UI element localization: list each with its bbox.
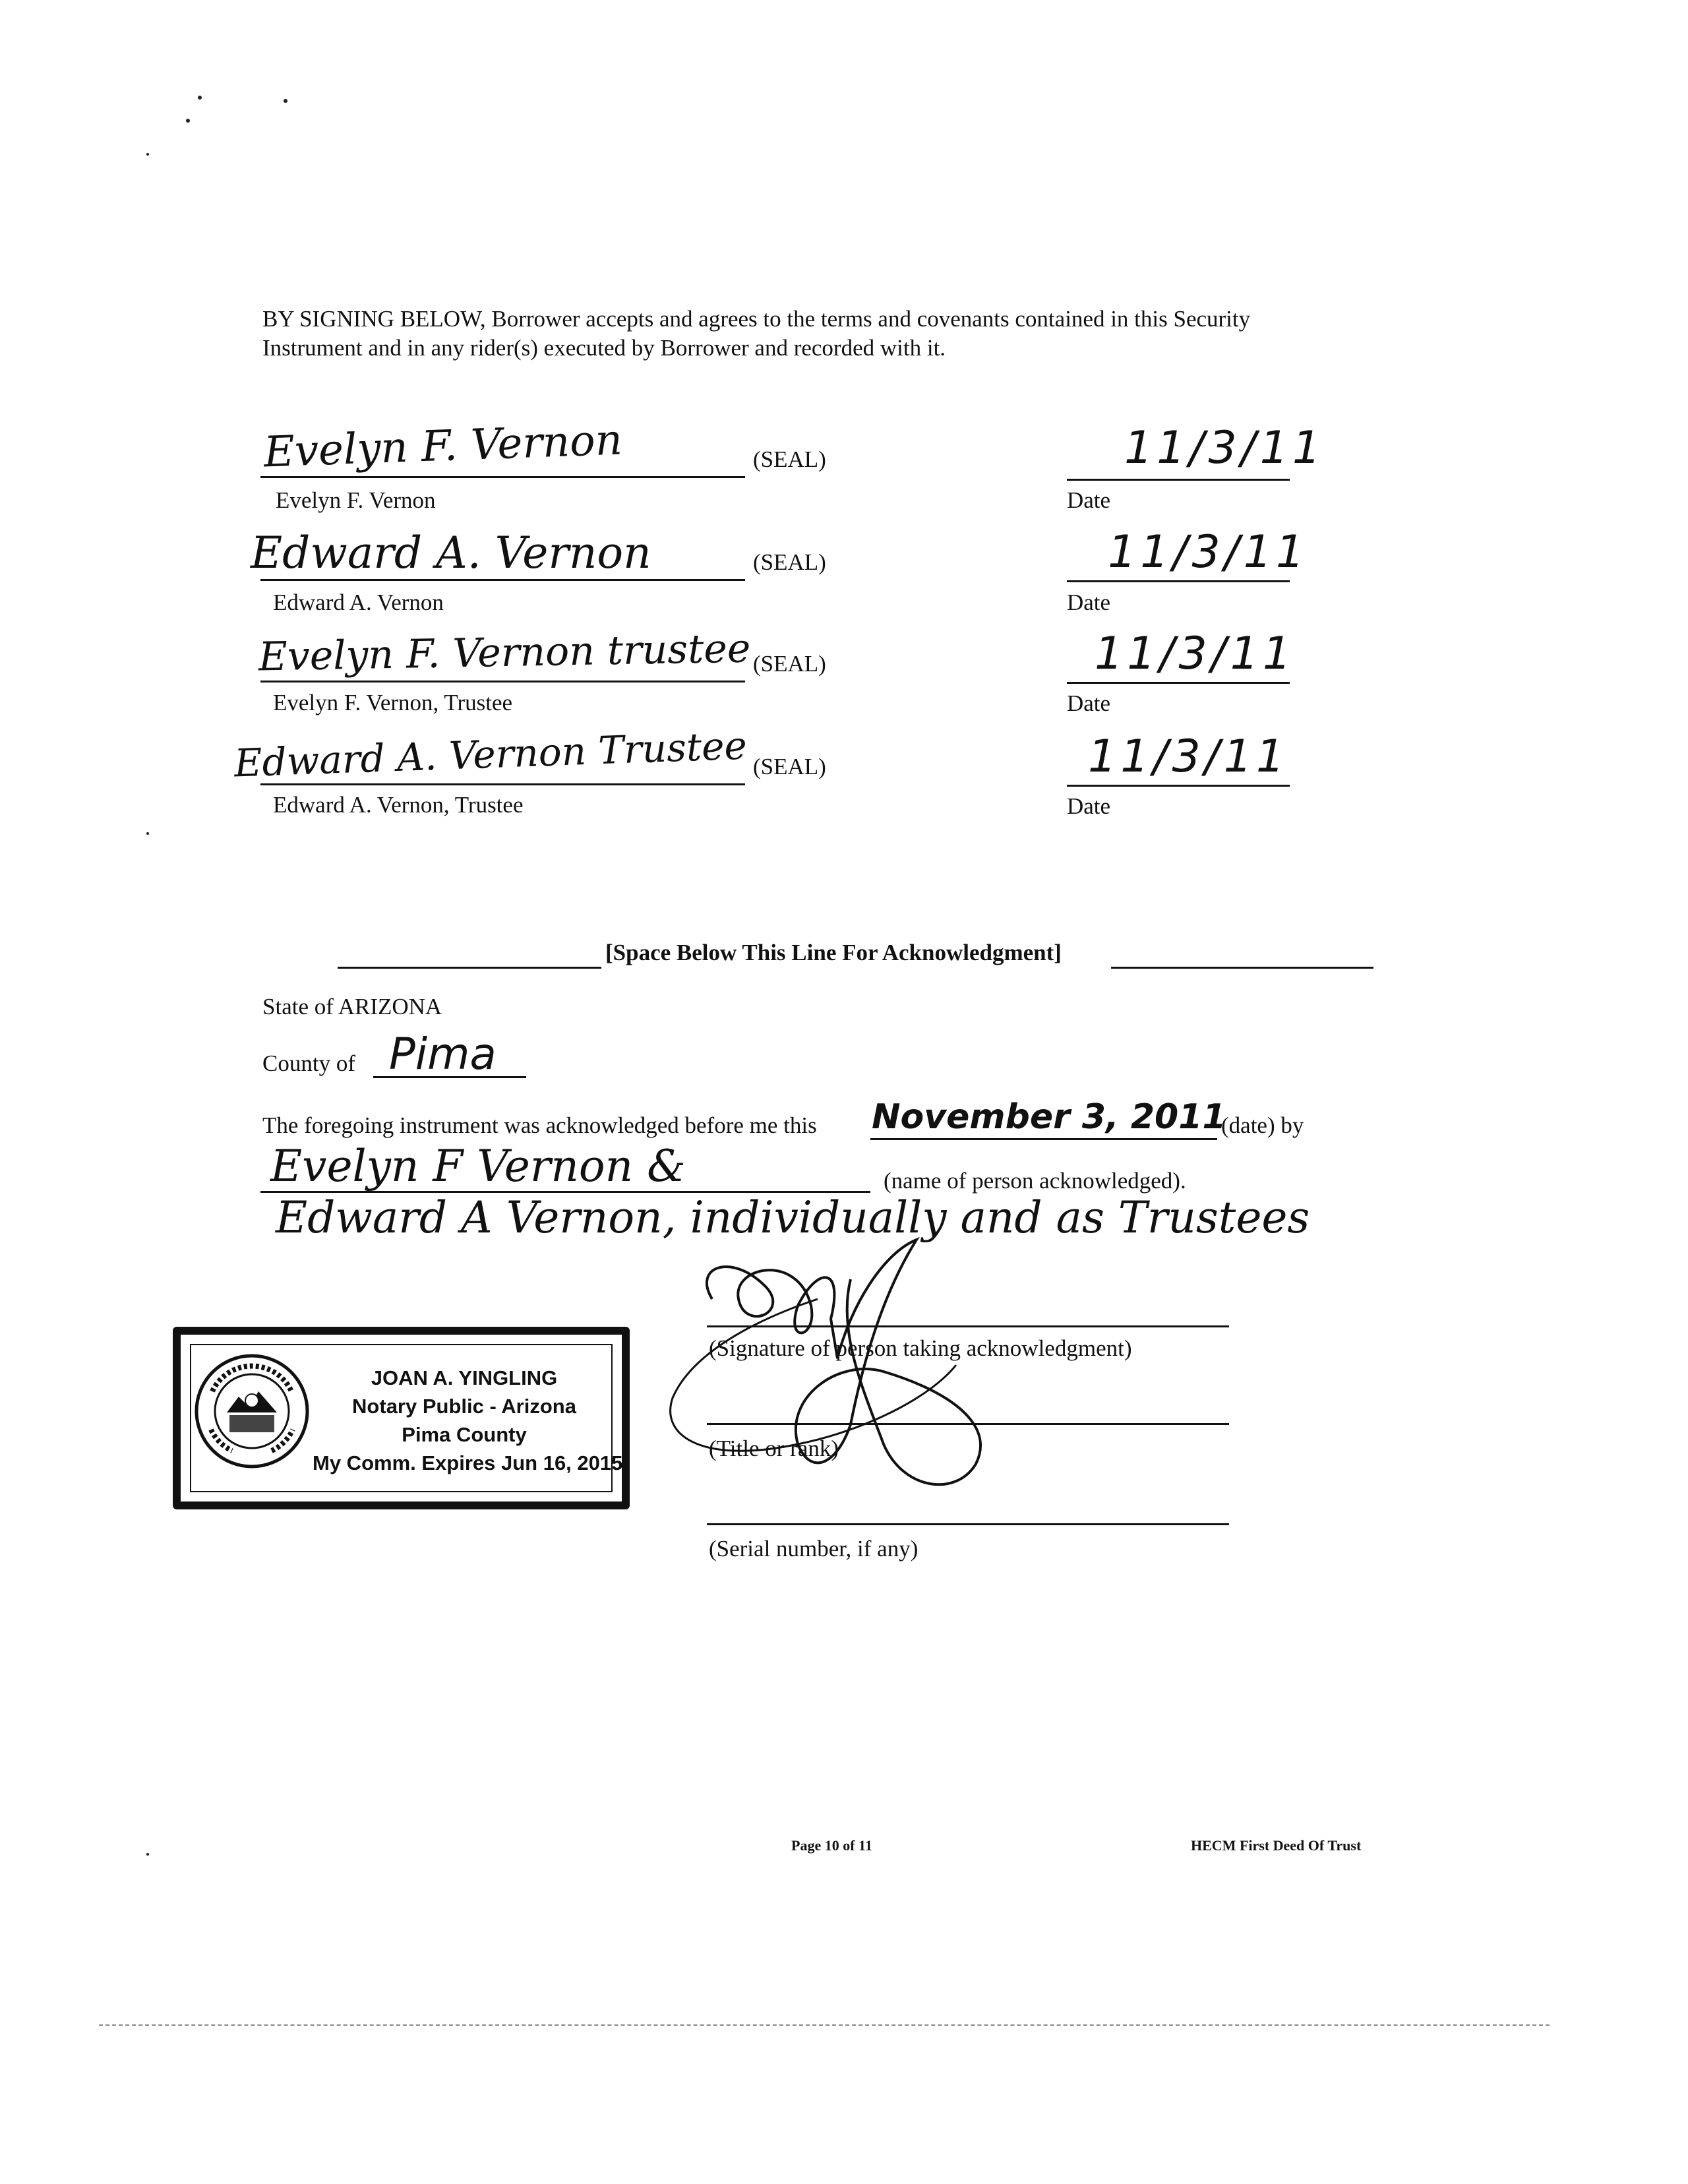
foregoing-text: The foregoing instrument was acknowledged before me this: [262, 1112, 817, 1138]
ack-date-handwritten: November 3, 2011: [872, 1097, 1226, 1137]
date-line: [1067, 479, 1290, 481]
date-label: Date: [1067, 690, 1111, 716]
notary-name: JOAN A. YINGLING: [371, 1366, 558, 1389]
signature-line: [260, 579, 745, 581]
arizona-seal-icon: [193, 1352, 311, 1471]
scan-speck: [284, 99, 287, 103]
signature-line: [260, 783, 745, 785]
date-line: [1067, 785, 1290, 787]
scan-edge-rule: [99, 2024, 1550, 2026]
scan-speck: [146, 832, 149, 835]
divider-line-left: [338, 967, 601, 969]
signer-name: Evelyn F. Vernon, Trustee: [273, 690, 513, 715]
date-handwritten: 11/3/11: [1124, 422, 1325, 474]
title-line: [707, 1423, 1229, 1425]
date-label: Date: [1067, 590, 1111, 615]
date-handwritten: 11/3/11: [1095, 628, 1296, 680]
scan-speck: [146, 1853, 149, 1856]
notary-stamp-text: [313, 1364, 623, 1477]
persons-handwritten-line2: Edward A Vernon, individually and as Trustees: [276, 1192, 1310, 1243]
notary-commission: My Comm. Expires Jun 16, 2015: [313, 1451, 623, 1474]
date-label: Date: [1067, 793, 1111, 819]
signature-evelyn-trustee: Evelyn F. Vernon trustee: [258, 625, 751, 681]
scan-speck: [186, 119, 190, 123]
scan-speck: [198, 96, 202, 100]
seal-label: (SEAL): [753, 549, 826, 575]
signature-line: [260, 476, 745, 478]
document-title: HECM First Deed Of Trust: [1191, 1837, 1362, 1854]
notary-stamp: [173, 1327, 630, 1509]
divider-line-right: [1111, 967, 1373, 969]
ack-date-line: [870, 1138, 1217, 1140]
signature-edward-trustee: Edward A. Vernon Trustee: [233, 723, 748, 786]
seal-label: (SEAL): [753, 446, 826, 472]
notary-title: Notary Public - Arizona: [352, 1395, 576, 1418]
title-rank-label: (Title or rank): [709, 1436, 839, 1461]
name-of-person-label: (name of person acknowledged).: [884, 1168, 1186, 1194]
signature-edward: Edward A. Vernon: [251, 528, 651, 578]
county-line: [373, 1076, 526, 1078]
signature-taking-label: (Signature of person taking acknowledgment): [709, 1335, 1132, 1361]
signing-statement: BY SIGNING BELOW, Borrower accepts and agrees to the terms and covenants contained in this Security Instrument and in any rider(s) executed by Borrower and recorded with it.: [262, 306, 1251, 361]
date-line: [1067, 682, 1290, 684]
date-label: Date: [1067, 487, 1111, 513]
serial-line: [707, 1523, 1229, 1525]
signer-name: Evelyn F. Vernon: [276, 487, 436, 513]
notary-signature-line: [707, 1325, 1229, 1327]
date-handwritten: 11/3/11: [1088, 731, 1289, 783]
seal-label: (SEAL): [753, 754, 826, 779]
state-label: State of ARIZONA: [262, 994, 442, 1019]
page-number: Page 10 of 11: [791, 1837, 872, 1854]
date-line: [1067, 580, 1290, 582]
seal-label: (SEAL): [753, 651, 826, 677]
signature-line: [260, 681, 745, 682]
signature-evelyn: Evelyn F. Vernon: [262, 415, 623, 477]
date-handwritten: 11/3/11: [1108, 526, 1309, 578]
signer-name: Edward A. Vernon, Trustee: [273, 792, 524, 818]
notary-county: Pima County: [402, 1423, 527, 1446]
scan-speck: [146, 153, 149, 156]
serial-number-label: (Serial number, if any): [709, 1536, 919, 1562]
signer-name: Edward A. Vernon: [273, 590, 444, 615]
acknowledgment-divider: [Space Below This Line For Acknowledgment]: [605, 940, 1062, 965]
persons-handwritten-line1: Evelyn F Vernon &: [270, 1141, 686, 1192]
county-handwritten: Pima: [389, 1029, 497, 1079]
date-by-label: (date) by: [1221, 1112, 1304, 1138]
county-label: County of: [262, 1050, 355, 1076]
